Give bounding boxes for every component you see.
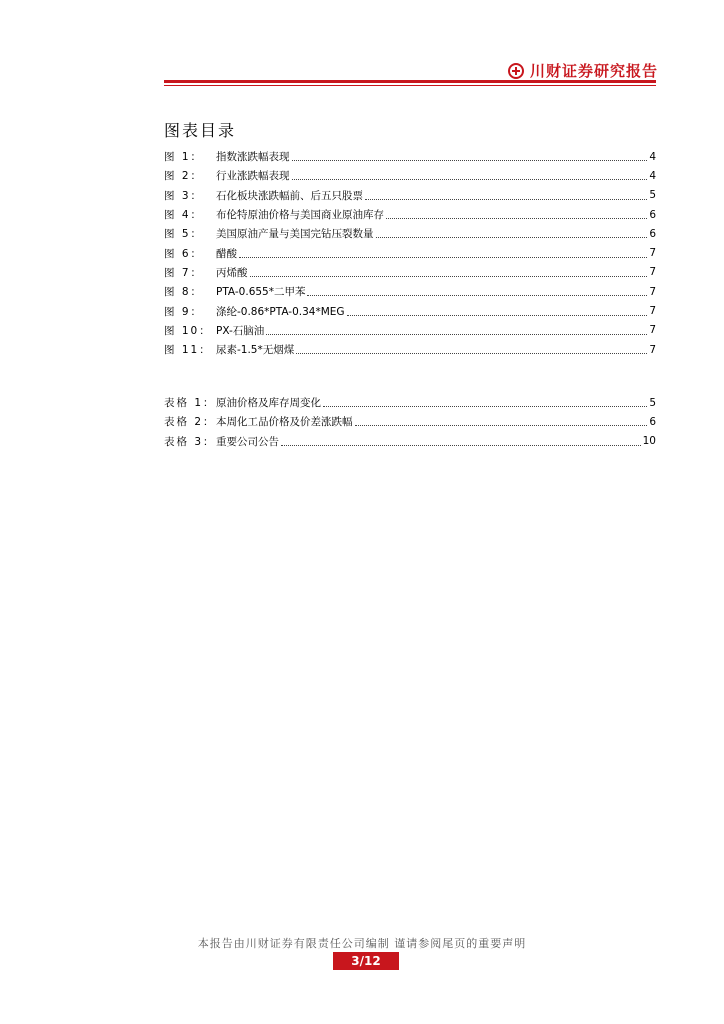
toc-entry[interactable]	[164, 282, 656, 301]
entry-page: 7	[649, 343, 656, 356]
entry-title: 本周化工品价格及价差涨跌幅	[216, 416, 353, 429]
header-rule-thick	[164, 80, 656, 83]
dot-leader	[239, 257, 647, 258]
entry-label: 图 9：	[164, 305, 204, 318]
entry-page: 7	[649, 324, 656, 337]
entry-label: 图 5：	[164, 228, 204, 241]
entry-title: 指数涨跌幅表现	[216, 151, 290, 164]
toc-title: 图表目录	[164, 121, 237, 140]
dot-leader	[386, 218, 647, 219]
entry-page: 7	[649, 305, 656, 318]
entry-label: 图 1：	[164, 151, 204, 164]
page-number: 3/12	[333, 952, 399, 970]
dot-leader	[347, 315, 648, 316]
toc-entry[interactable]	[164, 166, 656, 185]
entry-page: 5	[649, 396, 656, 409]
entry-title: 涤纶-0.86*PTA-0.34*MEG	[216, 305, 345, 318]
entry-label: 图 8：	[164, 286, 204, 299]
footer-disclaimer: 本报告由川财证券有限责任公司编制 谨请参阅尾页的重要声明	[197, 937, 527, 950]
brand-name: 川财证券研究报告	[529, 62, 658, 80]
dot-leader	[266, 334, 647, 335]
entry-label: 图 3：	[164, 189, 204, 202]
entry-label: 表格 1：	[164, 397, 216, 410]
toc-entry[interactable]	[164, 340, 656, 359]
entry-title: 石化板块涨跌幅前、后五只股票	[216, 189, 363, 202]
entry-label: 图 11：	[164, 344, 212, 357]
dot-leader	[292, 179, 648, 180]
toc-entry[interactable]	[164, 243, 656, 262]
entry-label: 表格 3：	[164, 435, 216, 448]
entry-label: 表格 2：	[164, 416, 216, 429]
entry-title: 美国原油产量与美国完钻压裂数量	[216, 228, 374, 241]
toc-entry[interactable]	[164, 205, 656, 224]
entry-page: 4	[649, 150, 656, 163]
entry-page: 10	[642, 435, 656, 448]
toc-entry[interactable]	[164, 301, 656, 320]
entry-page: 7	[649, 247, 656, 260]
header-rule-thin	[164, 85, 656, 86]
toc-entry[interactable]	[164, 147, 656, 166]
toc-entry[interactable]	[164, 321, 656, 340]
toc-entry[interactable]	[164, 263, 656, 282]
figure-toc-list	[164, 147, 656, 359]
chuancai-logo-icon	[508, 63, 524, 79]
toc-entry[interactable]	[164, 412, 656, 431]
entry-title: 尿素-1.5*无烟煤	[216, 344, 295, 357]
entry-title: 重要公司公告	[216, 435, 279, 448]
entry-title: 布伦特原油价格与美国商业原油库存	[216, 209, 384, 222]
dot-leader	[355, 425, 648, 426]
entry-label: 图 6：	[164, 247, 204, 260]
dot-leader	[323, 406, 647, 407]
entry-page: 6	[649, 208, 656, 221]
dot-leader	[281, 445, 641, 446]
entry-page: 6	[649, 227, 656, 240]
entry-page: 4	[649, 169, 656, 182]
entry-title: 原油价格及库存周变化	[216, 397, 321, 410]
entry-title: PX-石脑油	[216, 324, 265, 337]
dot-leader	[365, 199, 647, 200]
entry-page: 5	[649, 189, 656, 202]
table-toc-list	[164, 393, 656, 451]
toc-entry[interactable]	[164, 393, 656, 412]
entry-page: 7	[649, 285, 656, 298]
toc-entry[interactable]	[164, 186, 656, 205]
dot-leader	[250, 276, 648, 277]
entry-title: PTA-0.655*二甲苯	[216, 286, 306, 299]
entry-title: 行业涨跌幅表现	[216, 170, 290, 183]
entry-label: 图 7：	[164, 266, 204, 279]
entry-label: 图 4：	[164, 209, 204, 222]
header-brand	[508, 60, 658, 81]
toc-entry[interactable]	[164, 432, 656, 451]
dot-leader	[292, 160, 648, 161]
toc-entry[interactable]	[164, 224, 656, 243]
entry-title: 丙烯酸	[216, 266, 248, 279]
entry-page: 7	[649, 266, 656, 279]
entry-label: 图 2：	[164, 170, 204, 183]
entry-page: 6	[649, 415, 656, 428]
entry-label: 图 10：	[164, 324, 212, 337]
entry-title: 醋酸	[216, 247, 237, 260]
dot-leader	[296, 353, 647, 354]
dot-leader	[376, 237, 648, 238]
dot-leader	[307, 295, 647, 296]
